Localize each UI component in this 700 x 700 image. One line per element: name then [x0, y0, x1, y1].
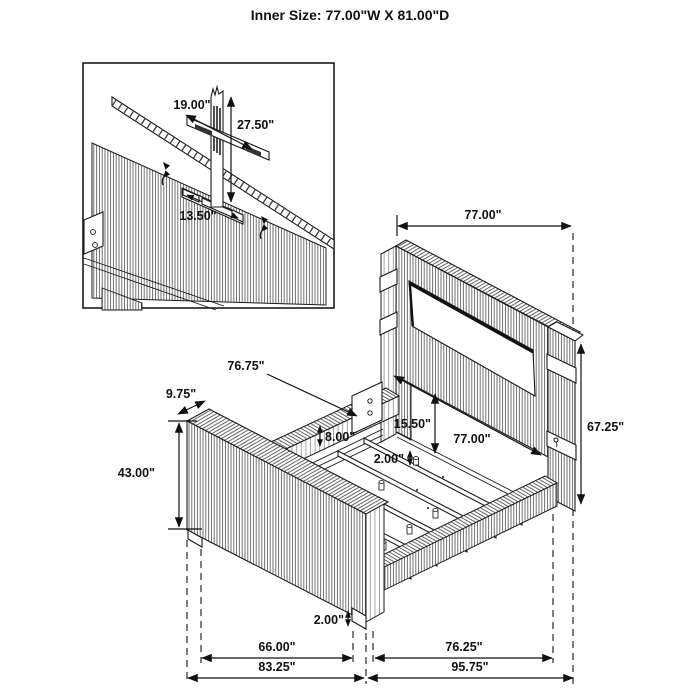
- dim-label-13: 13.50": [179, 209, 217, 223]
- dim-bottom-inner-right: [375, 640, 552, 658]
- svg-text:9.75": 9.75": [165, 387, 197, 401]
- svg-text:67.25": 67.25": [587, 420, 625, 434]
- headboard: [380, 240, 583, 511]
- dim-side-rail-length: [227, 359, 357, 416]
- svg-text:15.50": 15.50": [393, 417, 431, 431]
- dim-label-27: 27.50": [237, 118, 275, 132]
- dim-bottom-outer-left: [188, 660, 364, 678]
- rail-bracket: [352, 382, 382, 434]
- dim-bottom-outer-right: [368, 660, 573, 678]
- svg-text:77.00": 77.00": [464, 208, 502, 222]
- dim-label-19: 19.00": [173, 98, 211, 112]
- page-title: Inner Size: 77.00"W X 81.00"D: [250, 7, 450, 23]
- svg-text:77.00": 77.00": [453, 432, 491, 446]
- dim-leg-height: [314, 611, 348, 627]
- dim-headboard-width: [397, 208, 571, 236]
- svg-text:2.00": 2.00": [313, 613, 344, 627]
- svg-text:76.75": 76.75": [227, 359, 265, 373]
- svg-text:76.25": 76.25": [445, 640, 483, 654]
- dim-headboard-height: [581, 344, 624, 504]
- svg-text:95.75": 95.75": [451, 660, 489, 674]
- svg-text:83.25": 83.25": [258, 660, 296, 674]
- svg-text:8.00": 8.00": [325, 430, 356, 444]
- footboard-side-face: [366, 504, 384, 622]
- svg-text:43.00": 43.00": [117, 466, 155, 480]
- dim-bottom-inner-left: [202, 640, 352, 658]
- inset-detail-box: [83, 63, 334, 310]
- dim-footboard-depth: [166, 387, 205, 414]
- svg-text:66.00": 66.00": [258, 640, 296, 654]
- svg-text:2.00": 2.00": [373, 452, 404, 466]
